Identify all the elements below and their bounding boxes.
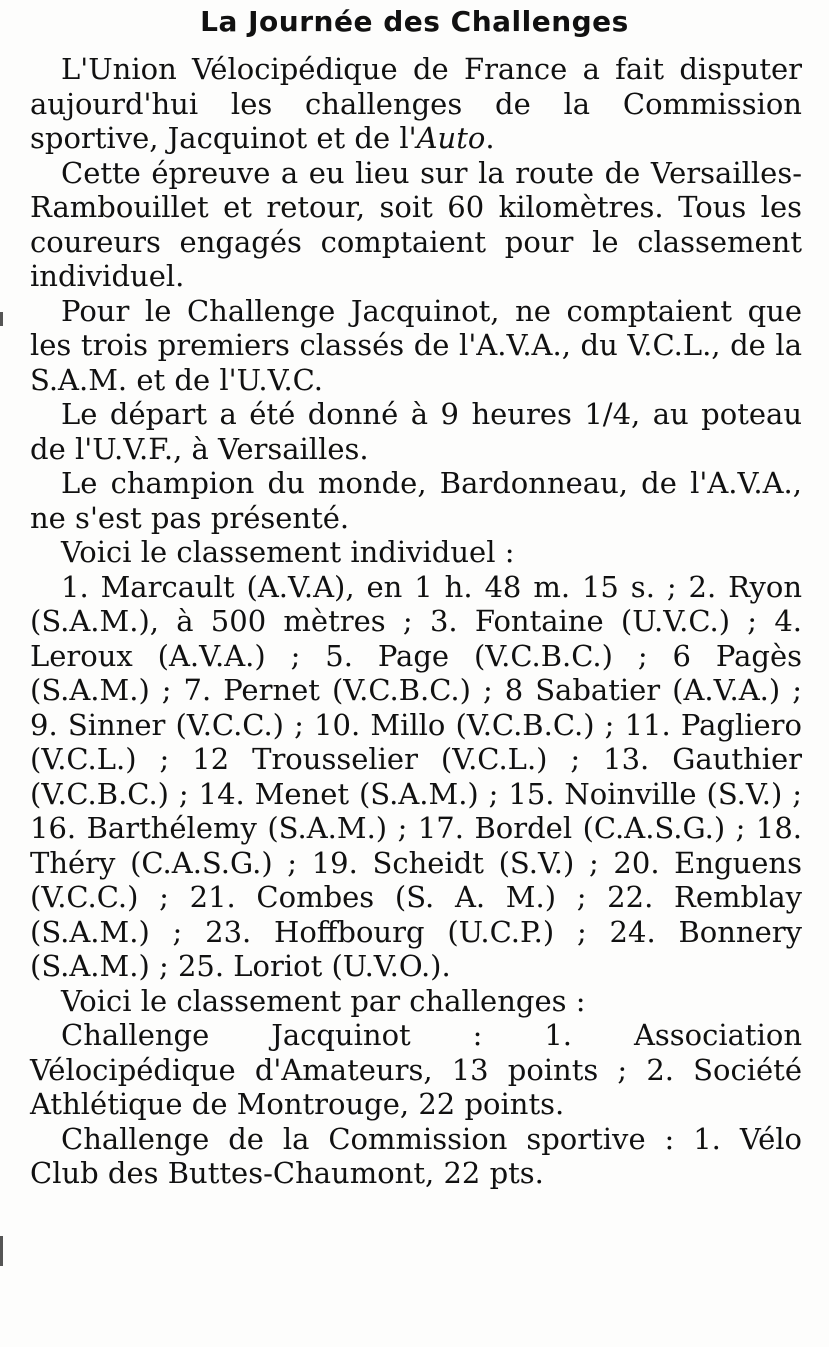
paragraph-intro-end: .	[485, 121, 495, 155]
paragraph-challenge-jacquinot: Challenge Jacquinot : 1. Association Vélocipédique d'Amateurs, 13 points ; 2. Société Athlétique de Montrouge, 22 points.	[30, 1018, 802, 1121]
paragraph-individual-ranking: 1. Marcault (A.V.A), en 1 h. 48 m. 15 s. ; 2. Ryon (S.A.M.), à 500 mètres ; 3. Fontaine (U.V.C.) ; 4. Leroux (A.V.A.) ; 5. Page (V.C.B.C.) ; 6 Pagès (S.A.M.) ; 7. Pernet (V.C.B.C.) ; 8 Sabatier (A.V.A.) ; 9. Sinner (V.C.C.) ; 10. Millo (V.C.B.C.) ; 11. Pagliero (V.C.L.) ; 12 Trousselier (V.C.L.) ; 13. Gauthier (V.C.B.C.) ; 14. Menet (S.A.M.) ; 15. Noinville (S.V.) ; 16. Barthélemy (S.A.M.) ; 17. Bordel (C.A.S.G.) ; 18. Théry (C.A.S.G.) ; 19. Scheidt (S.V.) ; 20. Enguens (V.C.C.) ; 21. Combes (S. A. M.) ; 22. Remblay (S.A.M.) ; 23. Hoffbourg (U.C.P.) ; 24. Bonnery (S.A.M.) ; 25. Loriot (U.V.O.).	[30, 569, 802, 983]
paragraph-champion: Le champion du monde, Bardonneau, de l'A.V.A., ne s'est pas présenté.	[30, 466, 802, 535]
newspaper-name-auto: Auto	[416, 121, 486, 155]
paragraph-start: Le départ a été donné à 9 heures 1/4, au poteau de l'U.V.F., à Versailles.	[30, 397, 802, 466]
paragraph-route: Cette épreuve a eu lieu sur la route de Versailles-Rambouillet et retour, soit 60 kilomètres. Tous les coureurs engagés comptaient pour le classement individuel.	[30, 155, 802, 293]
scan-edge-mark-bottom	[0, 1236, 3, 1266]
article-body	[30, 52, 802, 1191]
paragraph-intro-text: L'Union Vélocipédique de France a fait disputer aujourd'hui les challenges de la Commission sportive, Jacquinot et de l'	[30, 52, 802, 155]
scan-edge-mark-top	[0, 312, 3, 326]
paragraph-individual-heading: Voici le classement individuel :	[61, 535, 515, 569]
article-headline: La Journée des Challenges	[200, 5, 629, 38]
paragraph-intro	[30, 52, 802, 156]
paragraph-challenge-commission: Challenge de la Commission sportive : 1. Vélo Club des Buttes-Chaumont, 22 pts.	[30, 1121, 802, 1190]
paragraph-jacquinot-rules: Pour le Challenge Jacquinot, ne comptaient que les trois premiers classés de l'A.V.A., du V.C.L., de la S.A.M. et de l'U.V.C.	[30, 293, 802, 397]
paragraph-challenge-heading: Voici le classement par challenges :	[61, 983, 586, 1018]
